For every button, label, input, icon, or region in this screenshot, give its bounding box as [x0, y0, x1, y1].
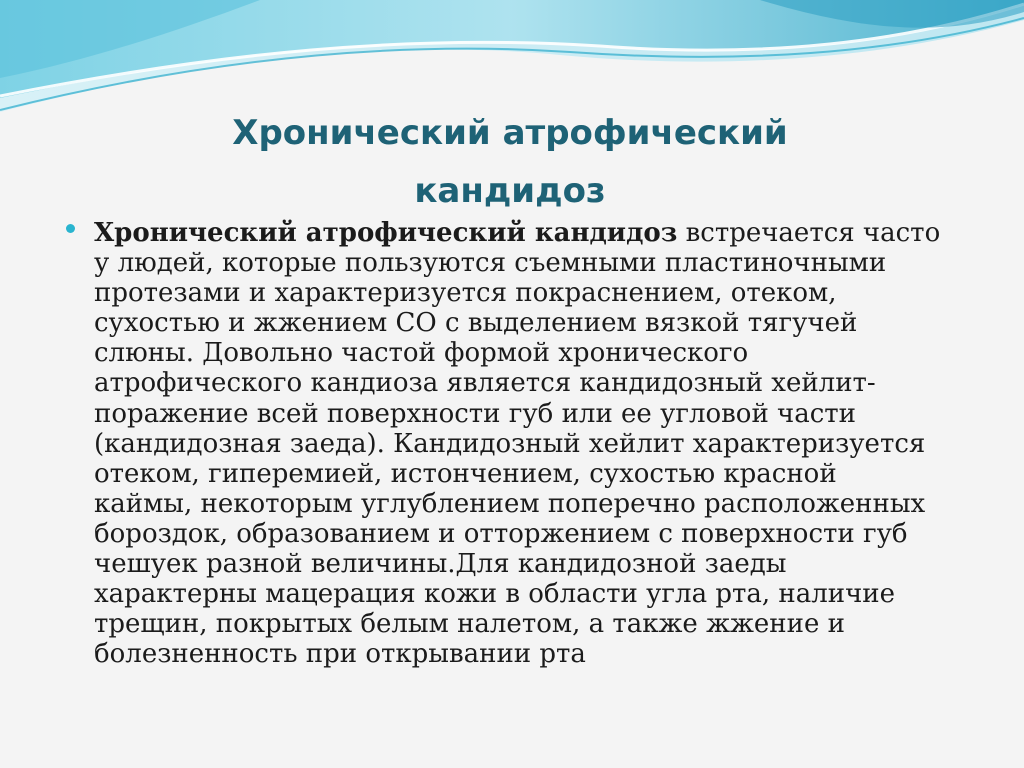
slide-title-line-1: Хронический атрофический	[232, 113, 788, 153]
bullet-line-1	[94, 218, 954, 248]
bullet-line: у людей, которые пользуются съемными пластиночными	[94, 248, 887, 279]
bullet-line: атрофического кандиоза является кандидозный хейлит-	[94, 368, 876, 399]
bullet-line: характерны мацерация кожи в области угла рта, наличие	[94, 579, 895, 610]
bullet-line: сухостью и жжением СО с выделением вязкой тягучей	[94, 308, 858, 339]
bullet-line: каймы, некоторым углублением поперечно расположенных	[94, 488, 926, 519]
bullet-paragraph	[94, 218, 954, 669]
bullet-line: отеком, гиперемией, истончением, сухостью красной	[94, 458, 837, 489]
slide-title-line-2: кандидоз	[414, 171, 606, 211]
bullet-line: бороздок, образованием и отторжением с поверхности губ	[94, 518, 908, 549]
bullet-circle-icon	[66, 224, 75, 233]
bullet-line: болезненность при открывании рта	[94, 639, 586, 670]
bullet-line: (кандидозная заеда). Кандидозный хейлит характеризуется	[94, 428, 926, 459]
slide-title	[200, 104, 820, 220]
bullet-lead-rest: встречается часто	[677, 218, 941, 248]
bullet-line: протезами и характеризуется покраснением, отеком,	[94, 278, 837, 309]
bullet-lead-bold: Хронический атрофический кандидоз	[94, 218, 678, 248]
bullet-line: чешуек разной величины.Для кандидозной заеды	[94, 549, 787, 580]
bullet-line: поражение всей поверхности губ или ее угловой части	[94, 398, 857, 429]
bullet-line: трещин, покрытых белым налетом, а также жжение и	[94, 609, 845, 640]
bullet-line: слюны. Довольно частой формой хронического	[94, 338, 749, 369]
